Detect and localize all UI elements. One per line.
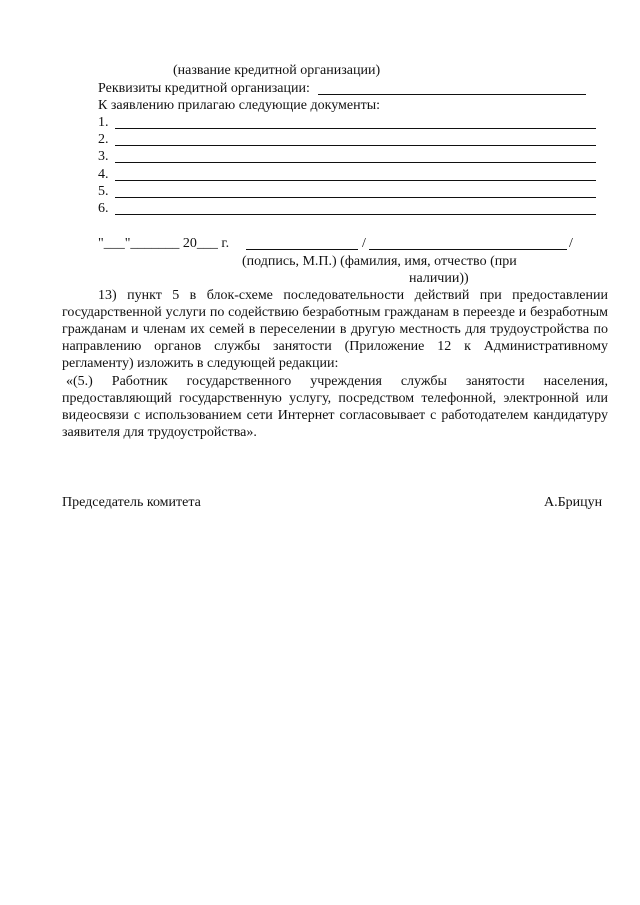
amendment-item-13: 13) пункт 5 в блок-схеме последовательности действий при предоставлении государственной услуги по содействию безработным гражданам в переезде и безработным гражданам и членам их семей в переселении в другую местность для трудоустройства по направлению органов службы занятости (Приложение 12 к Административному регламенту) изложить в следующей редакции: [62, 288, 608, 371]
bank-name-caption: (название кредитной организации) [173, 63, 381, 78]
bank-requisites-label: Реквизиты кредитной организации: [98, 81, 310, 96]
bank-requisites-line [318, 94, 586, 95]
signature-caption-continued: наличии)) [409, 271, 469, 286]
amendment-quote: «(5.) Работник государственного учреждения службы занятости населения, предоставляющий государственную услугу, посредством телефонной, электронной или видеосвязи с использованием сети Интернет согласовывает с работодателем кандидатуру заявителя для трудоустройства». [62, 374, 608, 440]
signature-line [246, 249, 358, 250]
full-name-line [369, 249, 567, 250]
attachment-number: 6. [98, 201, 109, 216]
attachment-line [115, 197, 596, 198]
separator-slash: / [569, 236, 573, 251]
attachment-number: 1. [98, 115, 109, 130]
date-field: "___"_______ 20___ г. [98, 236, 230, 251]
attachment-line [115, 180, 596, 181]
signatory-name: А.Брицун [544, 495, 603, 510]
attachment-line [115, 162, 596, 163]
signatory-position: Председатель комитета [62, 495, 201, 510]
separator-slash: / [362, 236, 366, 251]
attachment-line [115, 214, 596, 215]
attachment-number: 4. [98, 167, 109, 182]
attachment-number: 3. [98, 149, 109, 164]
attachment-number: 2. [98, 132, 109, 147]
attachment-number: 5. [98, 184, 109, 199]
attachments-intro: К заявлению прилагаю следующие документы: [98, 98, 381, 113]
signature-caption: (подпись, М.П.) (фамилия, имя, отчество (при [242, 254, 517, 269]
attachment-line [115, 145, 596, 146]
attachment-line [115, 128, 596, 129]
